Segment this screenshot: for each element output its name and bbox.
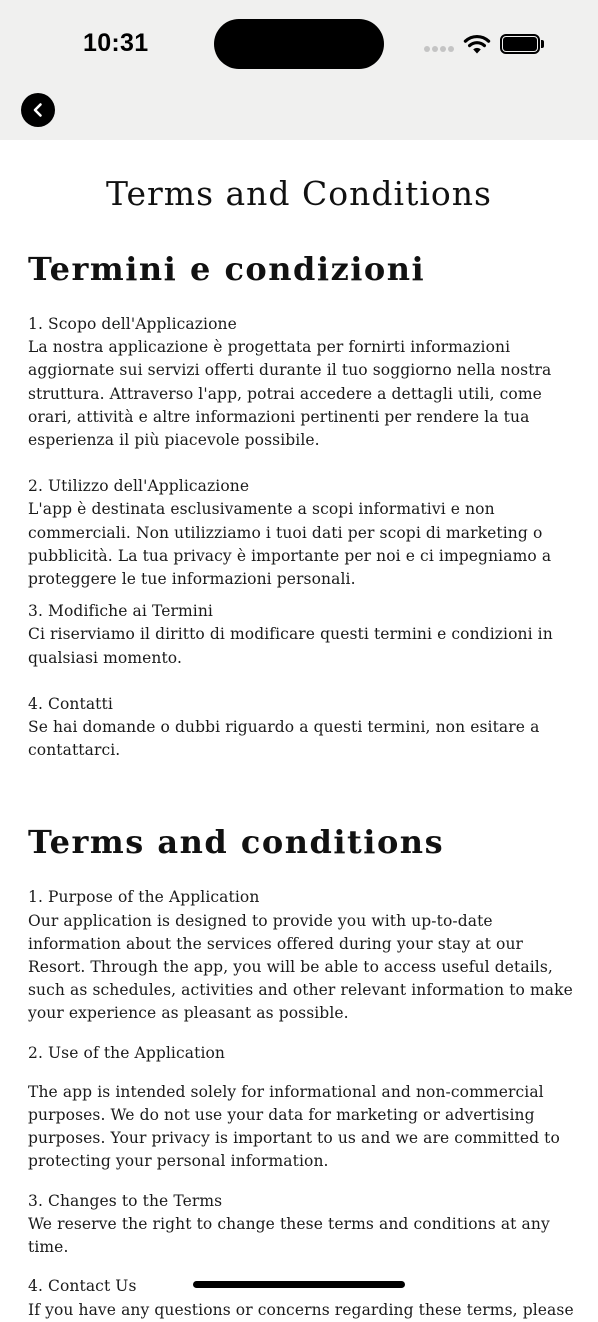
section-title: 2. Use of the Application <box>28 1043 226 1062</box>
italian-section-4 <box>28 693 580 763</box>
section-body: La nostra applicazione è progettata per fornirti informazioni aggiornate sui servizi offerti durante il tuo soggiorno nella nostra struttura. Attraverso l'app, potrai accedere a dettagli utili, come orari, attività e altre informazioni pertinenti per rendere la tua esperienza il più piacevole possibile. <box>28 338 552 450</box>
english-heading: Terms and conditions <box>28 823 445 862</box>
terms-content <box>28 245 580 1322</box>
back-button[interactable] <box>21 93 55 127</box>
status-time: 10:31 <box>83 29 149 57</box>
english-section-2 <box>28 1042 580 1174</box>
section-body: Ci riserviamo il diritto di modificare questi termini e condizioni in qualsiasi momento. <box>28 625 553 667</box>
home-indicator[interactable] <box>193 1281 405 1288</box>
section-body: Our application is designed to provide you with up-to-date information about the services offered during your stay at our Resort. Through the app, you will be able to access useful details, such as schedules, activities and other relevant information to make your experience as pleasant as possible. <box>28 911 573 1023</box>
section-title: 1. Purpose of the Application <box>28 888 260 907</box>
section-title: 4. Contatti <box>28 694 113 713</box>
section-body: L'app è destinata esclusivamente a scopi informativi e non commerciali. Non utilizziamo i tuoi dati per scopi di marketing o pubblicità. La tua privacy è importante per noi e ci impegniamo a proteggere le tue informazioni personali. <box>28 500 552 589</box>
section-body: We reserve the right to change these terms and conditions at any time. <box>28 1214 550 1257</box>
chevron-left-icon <box>31 102 45 118</box>
english-section-1 <box>28 886 580 1025</box>
top-bar <box>0 0 598 140</box>
section-body: The app is intended solely for informational and non-commercial purposes. We do not use your data for marketing or advertising purposes. Your privacy is important to us and we are committed to protecting your personal information. <box>28 1082 560 1171</box>
cellular-signal-icon <box>424 46 456 54</box>
wifi-icon <box>463 33 491 55</box>
section-body: If you have any questions or concerns regarding these terms, please <box>28 1300 574 1319</box>
section-title: 3. Modifiche ai Termini <box>28 602 213 621</box>
italian-heading: Termini e condizioni <box>28 250 426 288</box>
italian-section-2 <box>28 475 580 591</box>
section-body: Se hai domande o dubbi riguardo a questi termini, non esitare a contattarci. <box>28 718 540 760</box>
italian-section-3 <box>28 600 580 670</box>
battery-icon <box>500 34 544 54</box>
english-section-3 <box>28 1190 580 1260</box>
section-title: 1. Scopo dell'Applicazione <box>28 315 237 333</box>
dynamic-island <box>214 19 384 69</box>
section-title: 2. Utilizzo dell'Applicazione <box>28 477 250 496</box>
section-title: 3. Changes to the Terms <box>28 1191 223 1210</box>
page-title: Terms and Conditions <box>106 174 492 213</box>
italian-section-1 <box>28 313 580 452</box>
section-title: 4. Contact Us <box>28 1277 137 1296</box>
